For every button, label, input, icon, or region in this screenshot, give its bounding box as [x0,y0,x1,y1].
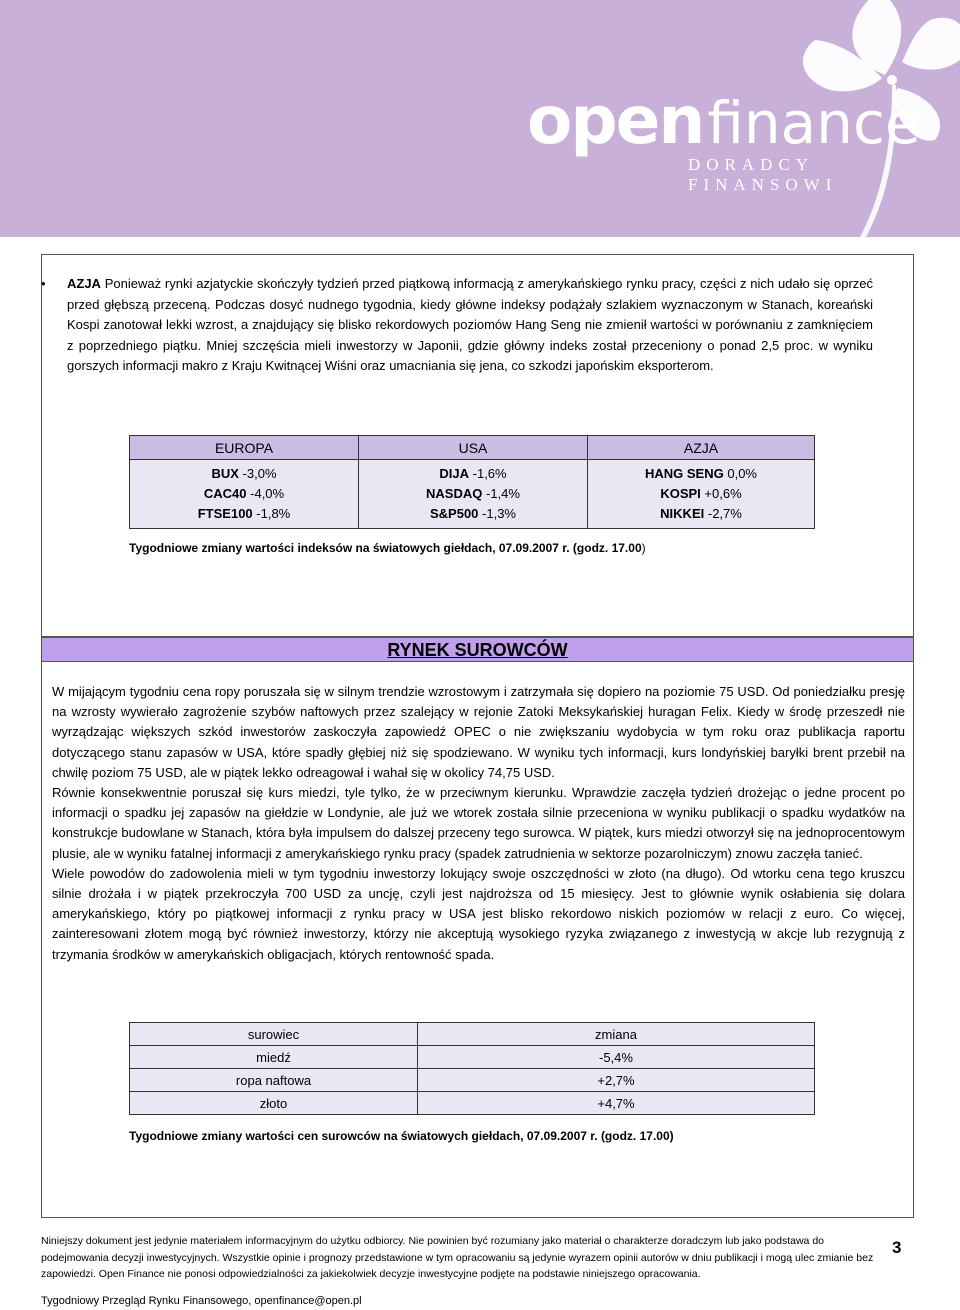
azja-label: AZJA [67,276,101,291]
index-value: -1,6% [472,466,507,481]
table-row [130,1092,815,1115]
surowce-paragraph-copper: Równie konsekwentnie poruszał się kurs miedzi, tyle tylko, że w przeciwnym kierunku. Wprawdzie zaczęła tydzień drożejąc o jedne procent po informacji o spadku jej zapasów na giełdzie w Londynie, ale już we wtorek została silnie przeceniona w wyniku publikacji o spadku wydatków na konstrukcje budowlane w Stanach, która była impulsem do dalszej przeceny tego surowca. W piątek, kurs miedzi otworzył się na jednoprocentowym plusie, ale w wyniku fatalnej informacji z amerykańskiego rynku pracy (spadek zatrudnienia w sektorze pozarolniczym) znowu zaczęła tanieć. [52,785,905,861]
table-row [130,1046,815,1069]
index-name: S&P500 [429,506,479,521]
index-entry [359,504,587,524]
index-name: NASDAQ [426,486,483,501]
table-row [130,1069,815,1092]
commodity-header-row [130,1023,815,1046]
index-header-europa: EUROPA [130,436,359,460]
disclaimer-text: Niniejszy dokument jest jedynie materiałem informacyjnym do użytku odbiorcy. Nie powinien być rozumiany jako materiał o charakterze doradczym lub jako podstawa do podejmowania decyzji inwestycyjnych. Wszystkie opinie i prognozy przedstawione w tym opracowaniu są jedynie wyrazem opinii autorów w dniu publikacji i mogą ulec zmianie bez zapowiedzi. Open Finance nie ponosi odpowiedzialności za jakiekolwiek decyzje inwestycyjne podjęte na podstawie niniejszego opracowania. [41,1235,874,1280]
index-name: FTSE100 [197,506,253,521]
surowce-body [52,682,905,965]
index-name: CAC40 [203,486,247,501]
azja-paragraph [41,274,873,377]
index-header-azja: AZJA [588,436,815,460]
index-entry [359,484,587,504]
page-number: 3 [892,1238,902,1257]
index-value: 0,0% [727,466,757,481]
index-name: NIKKEI [660,506,705,521]
surowce-paragraph-oil: W mijającym tygodniu cena ropy poruszała się w silnym trendzie wzrostowym i zatrzymała się dopiero na poziomie 75 USD. Od poniedziałku presję na wzrosty wywierało zagrożenie szybów naftowych przez szalejący w rejonie Zatoki Meksykańskiej huragan Felix. Kiedy w środę przeszedł nie wyrządzając większych szkód inwestorów zaskoczyła zapowiedź OPEC o nie zwiększaniu wydobycia w tym roku oraz publikacja raportu dotyczącego stanu zapasów w USA, które spadły głębiej niż się spodziewano. W wyniku tych informacji, kurs londyńskiej baryłki brent przebił na chwilę poziom 75 USD, ale w piątek lekko odreagował i wahał się w okolicy 74,75 USD. [52,684,905,780]
commodity-name: miedź [130,1046,418,1069]
index-value: -4,0% [250,486,285,501]
index-table-caption [129,541,646,555]
index-value: -3,0% [242,466,277,481]
index-table-row [130,460,815,529]
index-cell-europa [130,460,359,529]
index-entry [359,464,587,484]
index-value: +0,6% [704,486,742,501]
commodity-table-caption: Tygodniowe zmiany wartości cen surowców na światowych giełdach, 07.09.2007 r. (godz. 17.00) [129,1129,674,1143]
index-cell-azja [588,460,815,529]
index-name: DIJA [439,466,470,481]
commodity-name: ropa naftowa [130,1069,418,1092]
index-value: -1,4% [486,486,520,501]
header-banner [0,0,960,237]
commodity-change: +2,7% [418,1069,815,1092]
commodity-table [129,1022,815,1115]
index-entry [130,504,358,524]
commodity-name: złoto [130,1092,418,1115]
index-table [129,435,815,529]
logo-tagline: DORADCY FINANSOWI [688,155,838,194]
index-entry [130,484,358,504]
index-value: -1,8% [256,506,291,521]
commodity-change: +4,7% [418,1092,815,1115]
index-name: HANG SENG [645,466,724,481]
index-table-header-row [130,436,815,460]
logo-finance-text: finance [707,89,921,157]
index-cell-usa [359,460,588,529]
index-name: BUX [211,466,239,481]
publication-footer: Tygodniowy Przegląd Rynku Finansowego, openfinance@open.pl [41,1295,362,1307]
commodity-header-name: surowiec [130,1023,418,1046]
index-entry [130,464,358,484]
index-caption-tail: ) [641,541,646,555]
index-header-usa: USA [359,436,588,460]
index-entry [588,504,814,524]
index-entry [588,484,814,504]
section-title-surowce: RYNEK SUROWCÓW [41,637,914,662]
commodity-change: -5,4% [418,1046,815,1069]
bullet-icon: • [41,276,46,291]
index-value: -2,7% [707,506,742,521]
index-value: -1,3% [482,506,516,521]
logo-open-text: open [527,82,704,159]
index-caption-text: Tygodniowe zmiany wartości indeksów na światowych giełdach, 07.09.2007 r. (godz. 17.00 [129,541,642,555]
open-finance-logo [527,82,921,159]
index-name: KOSPI [660,486,701,501]
index-entry [588,464,814,484]
azja-text: Ponieważ rynki azjatyckie skończyły tydzień przed piątkową informacją z amerykańskiego rynku pracy, części z nich udało się oprzeć przed głębszą przeceną. Podczas dosyć nudnego tygodnia, kiedy główne indeksy podążały szlakiem wyznaczonym w Stanach, koreański Kospi zanotował lekki wzrost, a znajdujący się blisko rekordowych poziomów Hang Seng nie zmienił wartości w porównaniu z zamknięciem z poprzedniego piątku. Mniej szczęścia mieli inwestorzy w Japonii, gdzie główny indeks został przeceniony o ponad 2,5 proc. w wyniku gorszych informacji makro z Kraju Kwitnącej Wiśni oraz umacniania się jena, co szkodzi japońskim eksporterom. [67,276,873,373]
commodity-header-change: zmiana [418,1023,815,1046]
surowce-paragraph-gold: Wiele powodów do zadowolenia mieli w tym tygodniu inwestorzy lokujący swoje oszczędności w złoto (na długo). Od wtorku cena tego kruszcu silnie drożała i w piątek przekroczyła 700 USD za uncję, czyli jest najdroższa od 15 miesięcy. Jest to głównie wynik osłabienia się dolara amerykańskiego, który po piątkowej informacji z rynku pracy w USA jest blisko rekordowo niskich poziomów w relacji z euro. Co więcej, zainteresowani złotem mogą być również inwestorzy, którzy nie akceptują wysokiego ryzyka związanego z inwestycją w akcje lub rezygnują z trzymania środków w amerykańskich obligacjach, których rentowność spada. [52,865,905,962]
